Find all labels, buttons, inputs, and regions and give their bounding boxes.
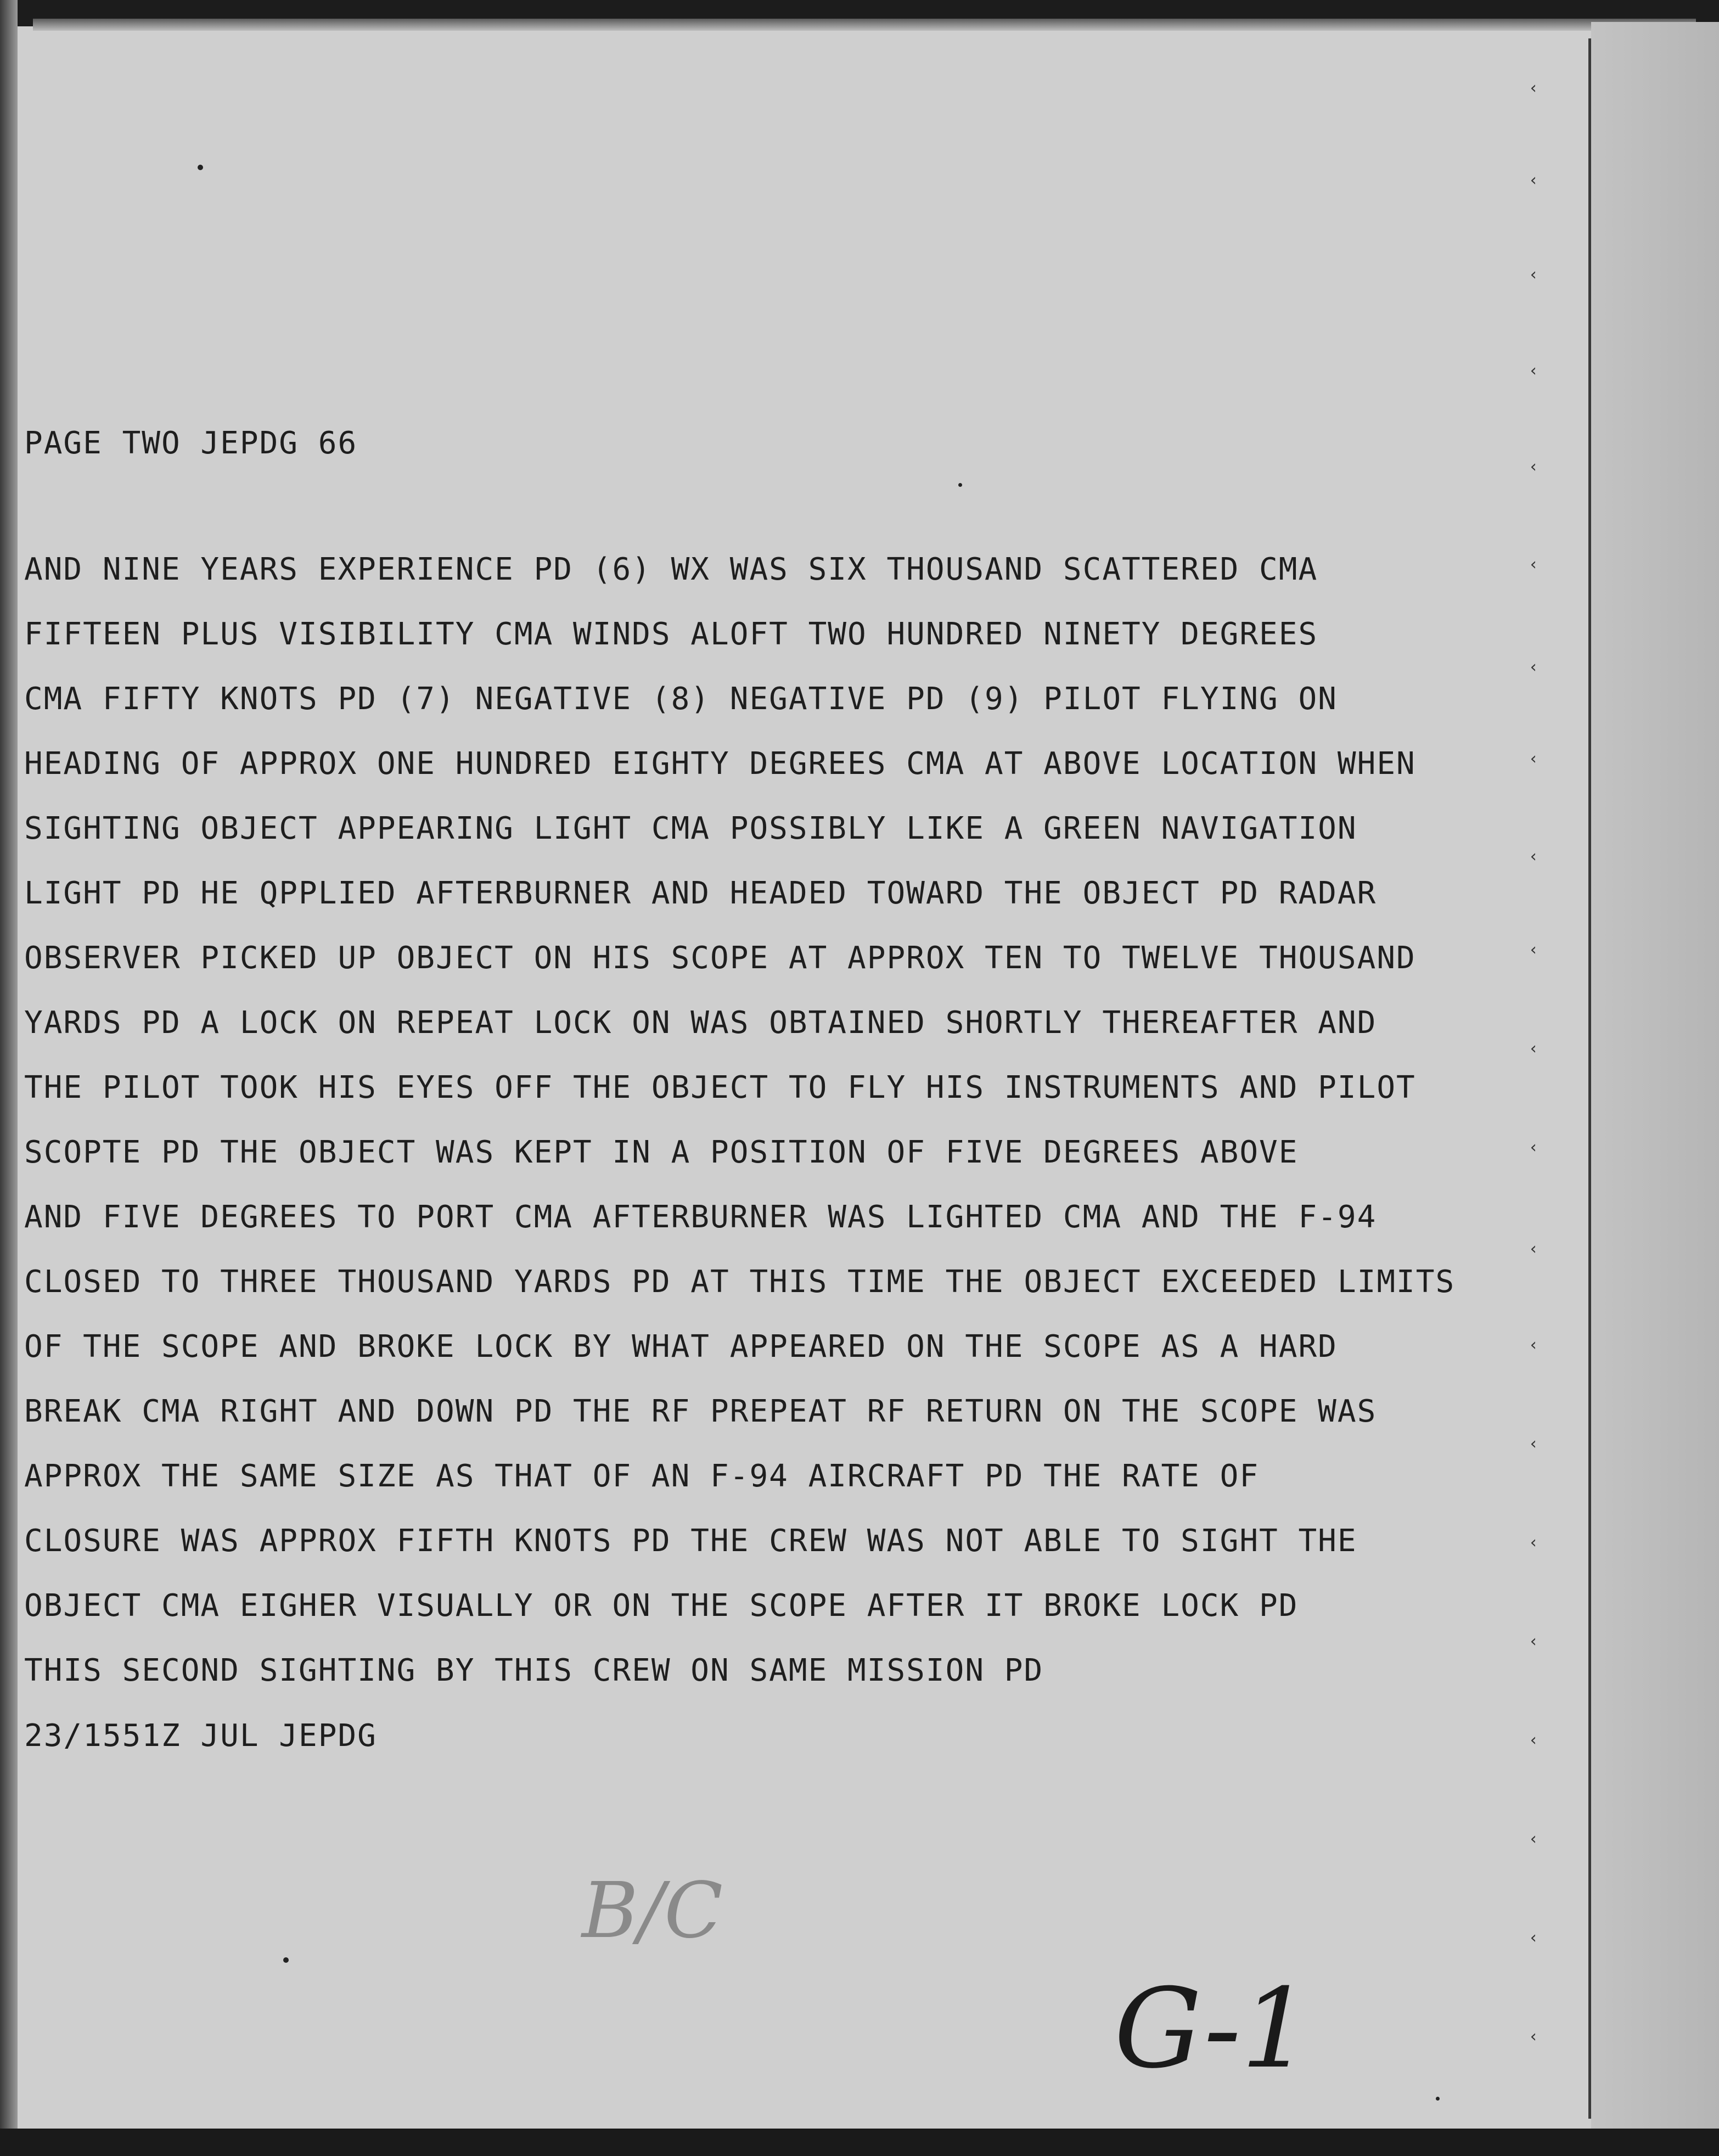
date-time-group: 23/1551Z JUL JEPDG bbox=[24, 1718, 377, 1754]
handwritten-initials: B/C bbox=[582, 1866, 723, 1956]
feed-hole-icon: ‹ bbox=[1529, 940, 1539, 959]
feed-hole-icon: ‹ bbox=[1529, 1434, 1539, 1453]
body-line: SCOPTE PD THE OBJECT WAS KEPT IN A POSITION OF FIVE DEGREES ABOVE bbox=[24, 1135, 1299, 1170]
feed-hole-icon: ‹ bbox=[1529, 78, 1539, 98]
telex-text-block bbox=[24, 0, 1506, 1754]
feed-hole-icon: ‹ bbox=[1529, 1239, 1539, 1259]
feed-hole-icon: ‹ bbox=[1529, 1138, 1539, 1157]
body-line: BREAK CMA RIGHT AND DOWN PD THE RF PREPEAT RF RETURN ON THE SCOPE WAS bbox=[24, 1394, 1377, 1429]
feed-hole-icon: ‹ bbox=[1529, 361, 1539, 380]
body-line: HEADING OF APPROX ONE HUNDRED EIGHTY DEGREES CMA AT ABOVE LOCATION WHEN bbox=[24, 746, 1416, 782]
body-line: OBJECT CMA EIGHER VISUALLY OR ON THE SCOPE AFTER IT BROKE LOCK PD bbox=[24, 1588, 1299, 1624]
body-line: SIGHTING OBJECT APPEARING LIGHT CMA POSSIBLY LIKE A GREEN NAVIGATION bbox=[24, 811, 1357, 846]
feed-hole-icon: ‹ bbox=[1529, 658, 1539, 677]
feed-hole-icon: ‹ bbox=[1529, 1533, 1539, 1552]
body-line: OBSERVER PICKED UP OBJECT ON HIS SCOPE AT APPROX TEN TO TWELVE THOUSAND bbox=[24, 940, 1416, 976]
feed-hole-icon: ‹ bbox=[1529, 1632, 1539, 1651]
body-line: OF THE SCOPE AND BROKE LOCK BY WHAT APPEARED ON THE SCOPE AS A HARD bbox=[24, 1329, 1338, 1365]
feed-hole-icon: ‹ bbox=[1529, 749, 1539, 768]
feed-hole-icon: ‹ bbox=[1529, 1829, 1539, 1849]
feed-hole-icon: ‹ bbox=[1529, 1928, 1539, 1947]
feed-hole-icon: ‹ bbox=[1529, 847, 1539, 866]
teletype-margin-rule bbox=[1588, 38, 1591, 2119]
body-line: APPROX THE SAME SIZE AS THAT OF AN F-94 AIRCRAFT PD THE RATE OF bbox=[24, 1458, 1260, 1494]
body-line: THIS SECOND SIGHTING BY THIS CREW ON SAME MISSION PD bbox=[24, 1653, 1044, 1688]
feed-hole-icon: ‹ bbox=[1529, 1335, 1539, 1355]
dust-speck bbox=[283, 1957, 289, 1963]
body-line: THE PILOT TOOK HIS EYES OFF THE OBJECT TO FLY HIS INSTRUMENTS AND PILOT bbox=[24, 1070, 1416, 1105]
body-line: CLOSURE WAS APPROX FIFTH KNOTS PD THE CREW WAS NOT ABLE TO SIGHT THE bbox=[24, 1523, 1357, 1559]
handwritten-page-mark: G-1 bbox=[1114, 1965, 1311, 2093]
body-line: YARDS PD A LOCK ON REPEAT LOCK ON WAS OBTAINED SHORTLY THEREAFTER AND bbox=[24, 1005, 1377, 1041]
feed-hole-icon: ‹ bbox=[1529, 457, 1539, 476]
dust-speck bbox=[1436, 2097, 1440, 2101]
scan-left-edge bbox=[0, 0, 18, 2156]
feed-hole-icon: ‹ bbox=[1529, 1731, 1539, 1750]
feed-hole-icon: ‹ bbox=[1529, 2027, 1539, 2046]
body-line: CMA FIFTY KNOTS PD (7) NEGATIVE (8) NEGATIVE PD (9) PILOT FLYING ON bbox=[24, 681, 1338, 717]
page-header: PAGE TWO JEPDG 66 bbox=[24, 425, 358, 461]
feed-hole-icon: ‹ bbox=[1529, 171, 1539, 190]
body-line: CLOSED TO THREE THOUSAND YARDS PD AT THIS TIME THE OBJECT EXCEEDED LIMITS bbox=[24, 1264, 1456, 1300]
body-line: AND NINE YEARS EXPERIENCE PD (6) WX WAS SIX THOUSAND SCATTERED CMA bbox=[24, 552, 1318, 587]
feed-hole-icon: ‹ bbox=[1529, 555, 1539, 574]
feed-hole-icon: ‹ bbox=[1529, 265, 1539, 284]
body-line: AND FIVE DEGREES TO PORT CMA AFTERBURNER WAS LIGHTED CMA AND THE F-94 bbox=[24, 1199, 1377, 1235]
body-line: FIFTEEN PLUS VISIBILITY CMA WINDS ALOFT TWO HUNDRED NINETY DEGREES bbox=[24, 616, 1318, 652]
teletype-margin-strip bbox=[1591, 22, 1719, 2130]
scan-bottom-edge bbox=[0, 2129, 1719, 2156]
feed-hole-icon: ‹ bbox=[1529, 1039, 1539, 1058]
body-line: LIGHT PD HE QPPLIED AFTERBURNER AND HEADED TOWARD THE OBJECT PD RADAR bbox=[24, 875, 1377, 911]
